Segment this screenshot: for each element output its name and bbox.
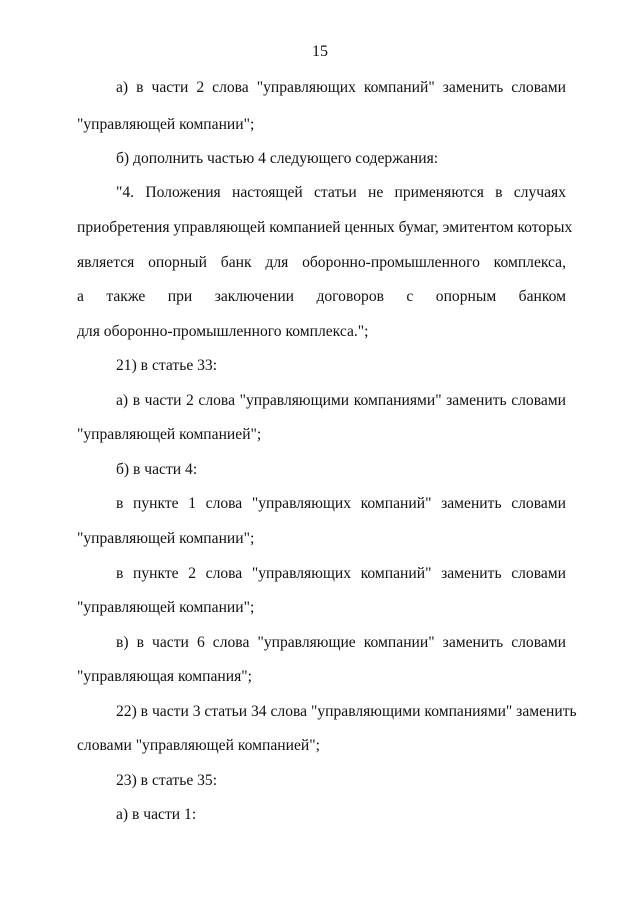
text-line: б) в части 4: <box>116 461 198 478</box>
page-number: 15 <box>312 43 328 60</box>
text-line: 23) в статье 35: <box>116 772 218 789</box>
text-line: "управляющей компанией"; <box>77 426 262 443</box>
text-line: а также при заключении договоров с опорным банком <box>77 288 566 305</box>
text-line: а) в части 1: <box>116 806 197 823</box>
text-line: "управляющей компании"; <box>77 116 255 133</box>
text-line: а) в части 2 слова "управляющими компаниями" заменить словами <box>116 392 566 409</box>
text-line: 21) в статье 33: <box>116 357 218 374</box>
text-line: для оборонно-промышленного комплекса."; <box>77 323 369 340</box>
text-line: в) в части 6 слова "управляющие компании" заменить словами <box>116 634 566 651</box>
text-line: б) дополнить частью 4 следующего содержания: <box>116 150 439 167</box>
text-line: "управляющей компании"; <box>77 599 255 616</box>
text-line: "4. Положения настоящей статьи не применяются в случаях <box>116 184 566 201</box>
text-line: "управляющая компания"; <box>77 668 252 685</box>
text-line: приобретения управляющей компанией ценных бумаг, эмитентом которых <box>77 219 573 236</box>
text-line: "управляющей компании"; <box>77 530 255 547</box>
text-line: словами "управляющей компанией"; <box>77 737 320 754</box>
text-line: в пункте 2 слова "управляющих компаний" заменить словами <box>116 565 566 582</box>
text-line: в пункте 1 слова "управляющих компаний" заменить словами <box>116 495 566 512</box>
text-line: является опорный банк для оборонно-промышленного комплекса, <box>77 254 566 271</box>
text-line: 22) в части 3 статьи 34 слова "управляющими компаниями" заменить <box>116 703 577 720</box>
text-line: а) в части 2 слова "управляющих компаний" заменить словами <box>116 79 566 96</box>
